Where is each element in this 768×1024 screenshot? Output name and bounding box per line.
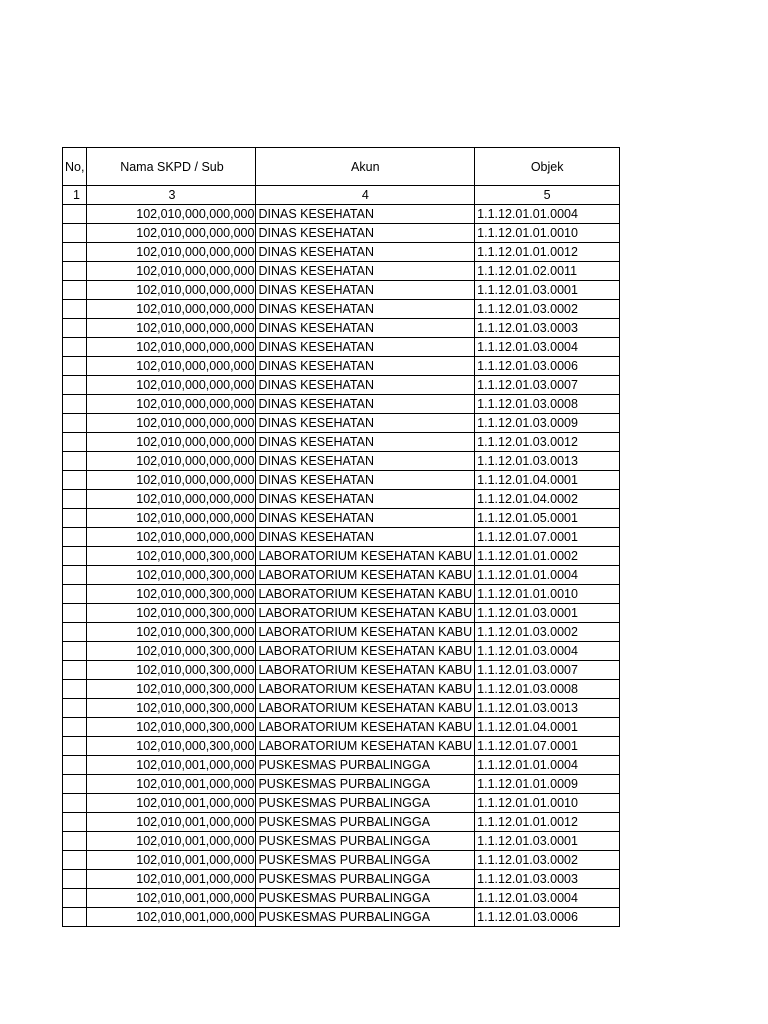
cell-akun: PUSKESMAS PURBALINGGA — [256, 775, 475, 794]
cell-no — [63, 661, 87, 680]
cell-akun: DINAS KESEHATAN — [256, 205, 475, 224]
cell-objek: 1.1.12.01.05.0001 — [475, 509, 620, 528]
table-row — [63, 376, 620, 395]
cell-no — [63, 718, 87, 737]
cell-objek: 1.1.12.01.01.0004 — [475, 205, 620, 224]
cell-no — [63, 889, 87, 908]
cell-nama-skpd: 102,010,000,300,000 — [87, 680, 256, 699]
table-row — [63, 623, 620, 642]
cell-akun: DINAS KESEHATAN — [256, 395, 475, 414]
cell-objek: 1.1.12.01.03.0009 — [475, 414, 620, 433]
cell-objek: 1.1.12.01.01.0012 — [475, 813, 620, 832]
header-row — [63, 148, 620, 186]
table-row — [63, 718, 620, 737]
cell-akun: LABORATORIUM KESEHATAN KABU — [256, 680, 475, 699]
table-row — [63, 281, 620, 300]
cell-objek: 1.1.12.01.07.0001 — [475, 528, 620, 547]
table-row — [63, 604, 620, 623]
cell-akun: LABORATORIUM KESEHATAN KABU — [256, 718, 475, 737]
cell-no — [63, 832, 87, 851]
cell-nama-skpd: 102,010,000,000,000 — [87, 528, 256, 547]
column-number-nama: 3 — [87, 186, 256, 205]
cell-no — [63, 452, 87, 471]
cell-no — [63, 566, 87, 585]
column-number-no: 1 — [63, 186, 87, 205]
cell-nama-skpd: 102,010,000,000,000 — [87, 433, 256, 452]
cell-no — [63, 243, 87, 262]
cell-no — [63, 737, 87, 756]
cell-nama-skpd: 102,010,000,000,000 — [87, 452, 256, 471]
cell-nama-skpd: 102,010,000,000,000 — [87, 395, 256, 414]
table-row — [63, 509, 620, 528]
cell-no — [63, 414, 87, 433]
skpd-table-body — [63, 148, 620, 927]
cell-no — [63, 262, 87, 281]
cell-no — [63, 433, 87, 452]
cell-nama-skpd: 102,010,001,000,000 — [87, 908, 256, 927]
cell-nama-skpd: 102,010,000,300,000 — [87, 566, 256, 585]
cell-objek: 1.1.12.01.02.0011 — [475, 262, 620, 281]
cell-nama-skpd: 102,010,000,000,000 — [87, 281, 256, 300]
cell-objek: 1.1.12.01.03.0007 — [475, 376, 620, 395]
cell-nama-skpd: 102,010,001,000,000 — [87, 813, 256, 832]
cell-nama-skpd: 102,010,000,000,000 — [87, 414, 256, 433]
cell-objek: 1.1.12.01.03.0002 — [475, 623, 620, 642]
cell-objek: 1.1.12.01.01.0012 — [475, 243, 620, 262]
header-objek: Objek — [475, 148, 620, 186]
table-row — [63, 528, 620, 547]
cell-objek: 1.1.12.01.04.0002 — [475, 490, 620, 509]
cell-akun: LABORATORIUM KESEHATAN KABU — [256, 661, 475, 680]
table-row — [63, 262, 620, 281]
cell-akun: PUSKESMAS PURBALINGGA — [256, 813, 475, 832]
cell-objek: 1.1.12.01.01.0010 — [475, 794, 620, 813]
cell-nama-skpd: 102,010,000,300,000 — [87, 699, 256, 718]
cell-nama-skpd: 102,010,001,000,000 — [87, 756, 256, 775]
cell-akun: LABORATORIUM KESEHATAN KABU — [256, 604, 475, 623]
cell-nama-skpd: 102,010,000,300,000 — [87, 604, 256, 623]
cell-no — [63, 300, 87, 319]
cell-akun: PUSKESMAS PURBALINGGA — [256, 794, 475, 813]
cell-objek: 1.1.12.01.04.0001 — [475, 471, 620, 490]
column-number-objek: 5 — [475, 186, 620, 205]
cell-no — [63, 604, 87, 623]
cell-akun: LABORATORIUM KESEHATAN KABU — [256, 737, 475, 756]
cell-no — [63, 338, 87, 357]
table-row — [63, 205, 620, 224]
table-row — [63, 585, 620, 604]
table-row — [63, 224, 620, 243]
cell-akun: PUSKESMAS PURBALINGGA — [256, 889, 475, 908]
cell-objek: 1.1.12.01.03.0012 — [475, 433, 620, 452]
cell-nama-skpd: 102,010,001,000,000 — [87, 775, 256, 794]
cell-akun: DINAS KESEHATAN — [256, 414, 475, 433]
cell-nama-skpd: 102,010,000,000,000 — [87, 205, 256, 224]
cell-nama-skpd: 102,010,000,000,000 — [87, 376, 256, 395]
cell-objek: 1.1.12.01.03.0013 — [475, 452, 620, 471]
cell-objek: 1.1.12.01.03.0001 — [475, 281, 620, 300]
table-row — [63, 908, 620, 927]
cell-akun: DINAS KESEHATAN — [256, 224, 475, 243]
table-row — [63, 243, 620, 262]
cell-no — [63, 205, 87, 224]
cell-no — [63, 680, 87, 699]
cell-objek: 1.1.12.01.03.0002 — [475, 851, 620, 870]
header-akun: Akun — [256, 148, 475, 186]
cell-objek: 1.1.12.01.01.0002 — [475, 547, 620, 566]
cell-nama-skpd: 102,010,000,000,000 — [87, 490, 256, 509]
cell-akun: DINAS KESEHATAN — [256, 319, 475, 338]
skpd-table — [62, 147, 620, 927]
cell-akun: LABORATORIUM KESEHATAN KABU — [256, 547, 475, 566]
cell-nama-skpd: 102,010,001,000,000 — [87, 832, 256, 851]
cell-objek: 1.1.12.01.04.0001 — [475, 718, 620, 737]
cell-akun: DINAS KESEHATAN — [256, 281, 475, 300]
cell-objek: 1.1.12.01.03.0004 — [475, 889, 620, 908]
cell-nama-skpd: 102,010,000,000,000 — [87, 357, 256, 376]
cell-no — [63, 319, 87, 338]
cell-nama-skpd: 102,010,000,300,000 — [87, 718, 256, 737]
table-row — [63, 433, 620, 452]
cell-no — [63, 756, 87, 775]
cell-objek: 1.1.12.01.03.0003 — [475, 319, 620, 338]
cell-objek: 1.1.12.01.03.0004 — [475, 642, 620, 661]
cell-akun: LABORATORIUM KESEHATAN KABU — [256, 623, 475, 642]
cell-nama-skpd: 102,010,000,000,000 — [87, 262, 256, 281]
cell-akun: DINAS KESEHATAN — [256, 262, 475, 281]
cell-akun: PUSKESMAS PURBALINGGA — [256, 908, 475, 927]
cell-objek: 1.1.12.01.01.0004 — [475, 756, 620, 775]
table-row — [63, 471, 620, 490]
table-row — [63, 566, 620, 585]
cell-no — [63, 623, 87, 642]
table-row — [63, 699, 620, 718]
table-row — [63, 889, 620, 908]
cell-objek: 1.1.12.01.01.0010 — [475, 224, 620, 243]
cell-no — [63, 642, 87, 661]
cell-objek: 1.1.12.01.01.0009 — [475, 775, 620, 794]
cell-akun: PUSKESMAS PURBALINGGA — [256, 870, 475, 889]
cell-no — [63, 813, 87, 832]
cell-no — [63, 357, 87, 376]
cell-objek: 1.1.12.01.03.0003 — [475, 870, 620, 889]
cell-nama-skpd: 102,010,001,000,000 — [87, 794, 256, 813]
table-row — [63, 642, 620, 661]
cell-no — [63, 585, 87, 604]
table-row — [63, 661, 620, 680]
cell-no — [63, 376, 87, 395]
cell-akun: LABORATORIUM KESEHATAN KABU — [256, 642, 475, 661]
cell-objek: 1.1.12.01.03.0008 — [475, 395, 620, 414]
cell-akun: PUSKESMAS PURBALINGGA — [256, 851, 475, 870]
column-number-akun: 4 — [256, 186, 475, 205]
table-row — [63, 300, 620, 319]
header-nama-skpd: Nama SKPD / Sub — [87, 148, 256, 186]
cell-objek: 1.1.12.01.03.0007 — [475, 661, 620, 680]
table-row — [63, 338, 620, 357]
cell-nama-skpd: 102,010,001,000,000 — [87, 851, 256, 870]
cell-objek: 1.1.12.01.03.0001 — [475, 604, 620, 623]
cell-nama-skpd: 102,010,000,300,000 — [87, 661, 256, 680]
cell-objek: 1.1.12.01.03.0013 — [475, 699, 620, 718]
table-row — [63, 414, 620, 433]
cell-akun: DINAS KESEHATAN — [256, 357, 475, 376]
cell-nama-skpd: 102,010,000,300,000 — [87, 642, 256, 661]
cell-akun: DINAS KESEHATAN — [256, 433, 475, 452]
cell-no — [63, 395, 87, 414]
cell-objek: 1.1.12.01.03.0002 — [475, 300, 620, 319]
cell-nama-skpd: 102,010,000,300,000 — [87, 737, 256, 756]
table-row — [63, 832, 620, 851]
cell-nama-skpd: 102,010,000,000,000 — [87, 319, 256, 338]
cell-no — [63, 281, 87, 300]
cell-no — [63, 224, 87, 243]
cell-nama-skpd: 102,010,000,000,000 — [87, 509, 256, 528]
cell-nama-skpd: 102,010,001,000,000 — [87, 870, 256, 889]
table-row — [63, 680, 620, 699]
cell-no — [63, 547, 87, 566]
header-no: No, — [63, 148, 87, 186]
table-row — [63, 737, 620, 756]
table-row — [63, 870, 620, 889]
cell-nama-skpd: 102,010,000,300,000 — [87, 547, 256, 566]
cell-akun: DINAS KESEHATAN — [256, 300, 475, 319]
cell-akun: DINAS KESEHATAN — [256, 338, 475, 357]
cell-akun: DINAS KESEHATAN — [256, 452, 475, 471]
cell-no — [63, 870, 87, 889]
cell-akun: DINAS KESEHATAN — [256, 528, 475, 547]
cell-nama-skpd: 102,010,000,000,000 — [87, 224, 256, 243]
table-row — [63, 547, 620, 566]
cell-nama-skpd: 102,010,000,000,000 — [87, 338, 256, 357]
cell-no — [63, 490, 87, 509]
cell-nama-skpd: 102,010,000,000,000 — [87, 300, 256, 319]
column-number-row — [63, 186, 620, 205]
cell-nama-skpd: 102,010,000,300,000 — [87, 585, 256, 604]
table-row — [63, 756, 620, 775]
cell-no — [63, 509, 87, 528]
cell-no — [63, 851, 87, 870]
cell-nama-skpd: 102,010,001,000,000 — [87, 889, 256, 908]
cell-akun: DINAS KESEHATAN — [256, 243, 475, 262]
cell-akun: DINAS KESEHATAN — [256, 490, 475, 509]
cell-akun: LABORATORIUM KESEHATAN KABU — [256, 585, 475, 604]
table-row — [63, 357, 620, 376]
cell-objek: 1.1.12.01.01.0010 — [475, 585, 620, 604]
cell-objek: 1.1.12.01.07.0001 — [475, 737, 620, 756]
cell-no — [63, 794, 87, 813]
cell-objek: 1.1.12.01.01.0004 — [475, 566, 620, 585]
table-row — [63, 452, 620, 471]
table-row — [63, 395, 620, 414]
table-row — [63, 794, 620, 813]
cell-objek: 1.1.12.01.03.0001 — [475, 832, 620, 851]
cell-objek: 1.1.12.01.03.0006 — [475, 908, 620, 927]
cell-objek: 1.1.12.01.03.0004 — [475, 338, 620, 357]
table-row — [63, 851, 620, 870]
table-row — [63, 775, 620, 794]
cell-nama-skpd: 102,010,000,000,000 — [87, 243, 256, 262]
cell-akun: DINAS KESEHATAN — [256, 471, 475, 490]
cell-no — [63, 471, 87, 490]
cell-akun: LABORATORIUM KESEHATAN KABU — [256, 566, 475, 585]
table-row — [63, 319, 620, 338]
cell-no — [63, 775, 87, 794]
cell-akun: LABORATORIUM KESEHATAN KABU — [256, 699, 475, 718]
cell-akun: DINAS KESEHATAN — [256, 376, 475, 395]
cell-no — [63, 908, 87, 927]
cell-no — [63, 528, 87, 547]
table-row — [63, 490, 620, 509]
cell-nama-skpd: 102,010,000,300,000 — [87, 623, 256, 642]
cell-objek: 1.1.12.01.03.0008 — [475, 680, 620, 699]
cell-akun: DINAS KESEHATAN — [256, 509, 475, 528]
cell-nama-skpd: 102,010,000,000,000 — [87, 471, 256, 490]
cell-akun: PUSKESMAS PURBALINGGA — [256, 756, 475, 775]
cell-objek: 1.1.12.01.03.0006 — [475, 357, 620, 376]
cell-no — [63, 699, 87, 718]
cell-akun: PUSKESMAS PURBALINGGA — [256, 832, 475, 851]
table-row — [63, 813, 620, 832]
